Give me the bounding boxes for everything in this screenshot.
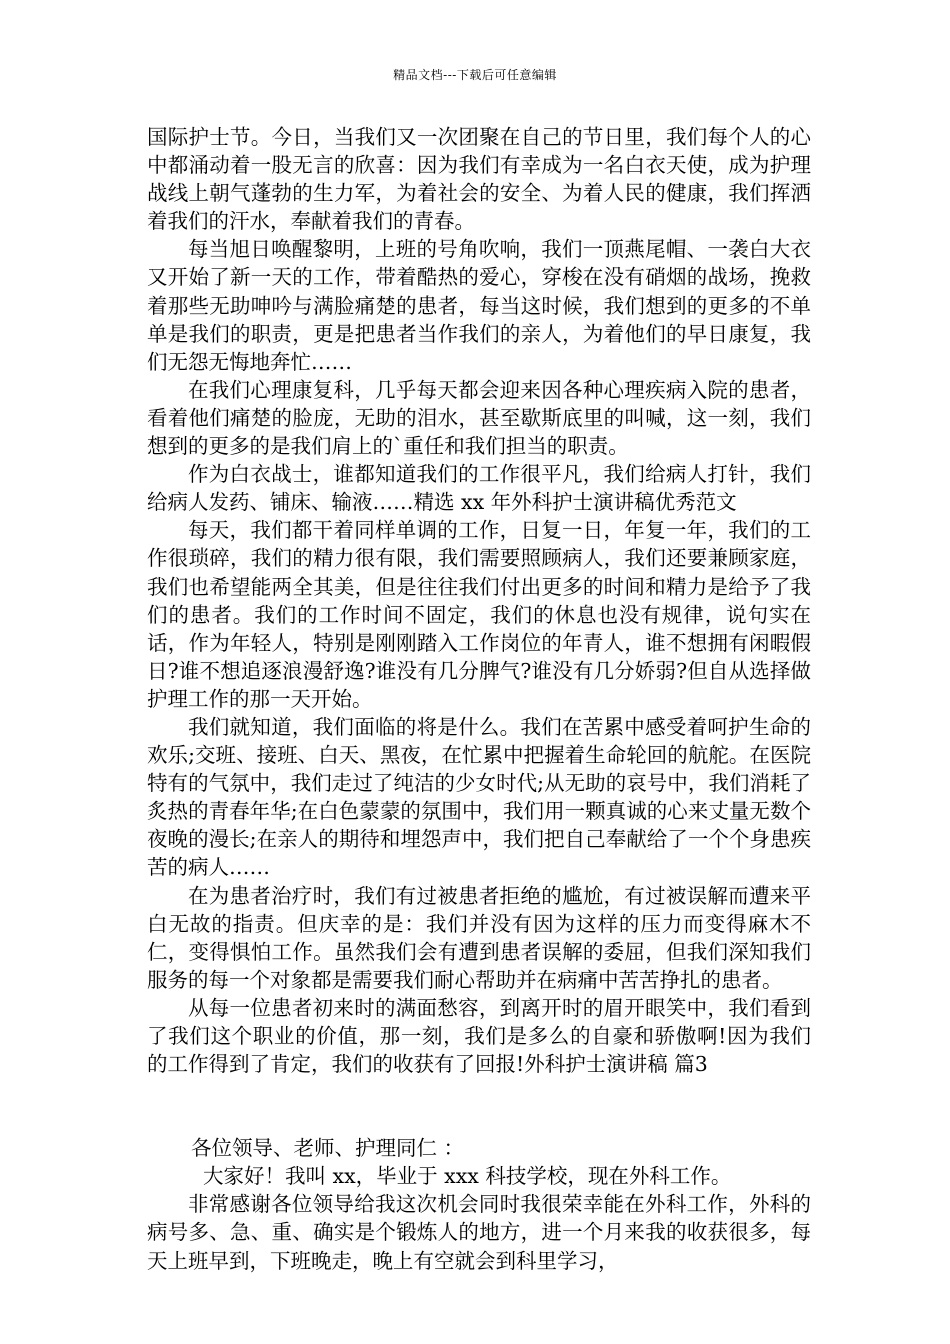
document-body	[147, 123, 811, 1275]
paragraph-5: 每天，我们都干着同样单调的工作，日复一日，年复一年，我们的工作很琐碎，我们的精力很有限，我们需要照顾病人，我们还要兼顾家庭，我们也希望能两全其美，但是往往我们付出更多的时间和精力是给予了我们的患者。我们的工作时间不固定，我们的休息也没有规律，说句实在话，作为年轻人，特别是刚刚踏入工作岗位的年青人，谁不想拥有闲暇假日?谁不想追逐浪漫舒逸?谁没有几分脾气?谁没有几分娇弱?但自从选择做护理工作的那一天开始。	[147, 518, 811, 711]
speech-intro: 大家好！我叫 xx，毕业于 xxx 科技学校，现在外科工作。	[203, 1164, 732, 1189]
paragraph-6: 我们就知道，我们面临的将是什么。我们在苦累中感受着呵护生命的欢乐;交班、接班、白天、黑夜，在忙累中把握着生命轮回的航舵。在医院特有的气氛中，我们走过了纯洁的少女时代;从无助的哀号中，我们消耗了炙热的青春年华;在白色蒙蒙的氛围中，我们用一颗真诚的心来丈量无数个夜晚的漫长;在亲人的期待和埋怨声中，我们把自己奉献给了一个个身患疾苦的病人……	[147, 714, 811, 880]
paragraph-7: 在为患者治疗时，我们有过被患者拒绝的尴尬，有过被误解而遭来平白无故的指责。但庆幸的是：我们并没有因为这样的压力而变得麻木不仁，变得惧怕工作。虽然我们会有遭到患者误解的委屈，但我们深知我们服务的每一个对象都是需要我们耐心帮助并在病痛中苦苦挣扎的患者。	[147, 883, 811, 992]
page-header: 精品文档---下载后可任意编辑	[393, 68, 557, 82]
paragraph-4: 作为白衣战士，谁都知道我们的工作很平凡，我们给病人打针，我们给病人发药、铺床、输液……精选 xx 年外科护士演讲稿优秀范文	[147, 462, 811, 515]
paragraph-2: 每当旭日唤醒黎明，上班的号角吹响，我们一顶燕尾帽、一袭白大衣又开始了新一天的工作，带着酷热的爱心，穿梭在没有硝烟的战场，挽救着那些无助呻吟与满脸痛楚的患者，每当这时候，我们想到的更多的不单单是我们的职责，更是把患者当作我们的亲人，为着他们的早日康复，我们无怨无悔地奔忙……	[147, 237, 811, 374]
section-spacer	[147, 1078, 811, 1134]
speech-body: 非常感谢各位领导给我这次机会同时我很荣幸能在外科工作，外科的病号多、急、重、确实是个锻炼人的地方，进一个月来我的收获很多，每天上班早到，下班晚走，晚上有空就会到科里学习，	[147, 1192, 811, 1273]
speech-salutation: 各位领导、老师、护理同仁 ：	[191, 1136, 465, 1161]
paragraph-8: 从每一位患者初来时的满面愁容，到离开时的眉开眼笑中，我们看到了我们这个职业的价值，那一刻，我们是多么的自豪和骄傲啊!因为我们的工作得到了肯定，我们的收获有了回报!外科护士演讲稿 篇3	[147, 995, 811, 1077]
paragraph-1: 国际护士节。今日，当我们又一次团聚在自己的节日里，我们每个人的心中都涌动着一股无言的欣喜：因为我们有幸成为一名白衣天使，成为护理战线上朝气蓬勃的生力军，为着社会的安全、为着人民的健康，我们挥洒着我们的汗水，奉献着我们的青春。	[147, 125, 811, 234]
paragraph-3: 在我们心理康复科，几乎每天都会迎来因各种心理疾病入院的患者，看着他们痛楚的脸庞，无助的泪水，甚至歇斯底里的叫喊，这一刻，我们想到的更多的是我们肩上的`重任和我们担当的职责。	[147, 377, 811, 459]
